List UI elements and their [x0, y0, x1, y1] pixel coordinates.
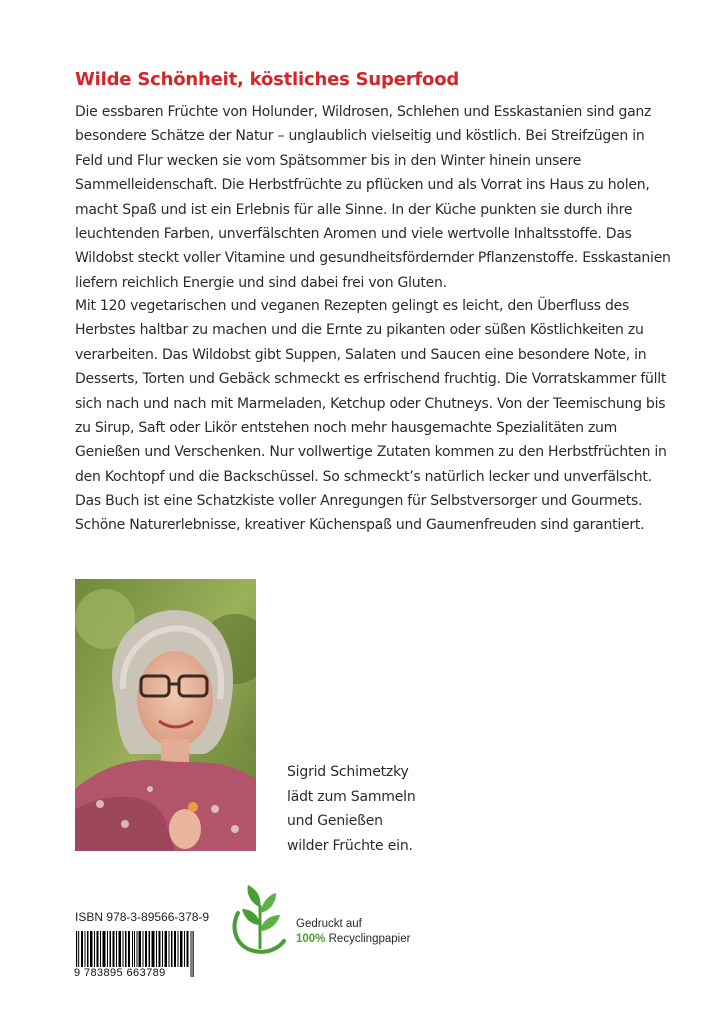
recycling-paper-label — [296, 917, 410, 947]
eco-label-percent: 100% — [296, 933, 326, 945]
eco-label-line1: Gedruckt auf — [296, 918, 362, 930]
author-caption-line: lädt zum Sammeln — [287, 788, 416, 805]
author-portrait-illustration — [75, 579, 256, 851]
author-caption-line: und Genießen — [287, 813, 383, 830]
author-caption-line: Sigrid Schimetzky — [287, 764, 409, 780]
author-caption — [287, 760, 416, 858]
author-photo — [75, 579, 256, 851]
author-caption-line: wilder Früchte ein. — [287, 837, 413, 854]
eco-label-rest: Recyclingpapier — [325, 933, 411, 945]
description-paragraph-3: Das Buch ist eine Schatzkiste voller Anregungen für Selbstversorger und Gourmets. Schöne Naturerlebnisse, kreativer Küchenspaß und Gaumenfreuden sind garantiert. — [75, 493, 645, 534]
barcode-digits: 9 783895 663789 — [74, 967, 166, 979]
page-title: Wilde Schönheit, köstliches Superfood — [75, 69, 460, 90]
description-paragraph-2: Mit 120 vegetarischen und veganen Rezepten gelingt es leicht, den Überfluss des Herbstes haltbar zu machen und die Ernte zu pikanten oder süßen Köstlichkeiten zu verarbeiten. Das Wildobst gibt Suppen, Salaten und Saucen eine besondere Note, in Desserts, Torten und Gebäck schmeckt es erfrischend fruchtig. Die Vorratskammer füllt sich nach und nach mit Marmeladen, Ketchup oder Chutneys. Von der Teemischung bis zu Sirup, Saft oder Likör entstehen noch mehr hausgemachte Spezialitäten zum Genießen und Verschenken. Nur vollwertige Zutaten kommen zu den Herbstfrüchten in den Kochtopf und die Backschüssel. So schmeckt’s natürlich lecker und unverfälscht. — [75, 298, 667, 485]
eco-label-line2 — [296, 932, 410, 947]
description-paragraph-1: Die essbaren Früchte von Holunder, Wildrosen, Schlehen und Esskastanien sind ganz besondere Schätze der Natur – unglaublich vielseitig und köstlich. Bei Streifzügen in Feld und Flur wecken sie vom Spätsommer bis in den Winter hinein unsere Sammelleidenschaft. Die Herbstfrüchte zu pflücken und als Vorrat ins Haus zu holen, macht Spaß und ist ein Erlebnis für alle Sinne. In der Küche punkten sie durch ihre leuchtenden Farben, unverfälschten Aromen und viele wertvolle Inhaltsstoffe. Das Wildobst steckt voller Vitamine und gesundheitsfördernder Pflanzenstoffe. Esskastanien liefern reichlich Energie und sind dabei frei von Gluten. — [75, 104, 671, 291]
recycling-leaf-icon — [226, 883, 292, 955]
isbn-number: ISBN 978-3-89566-378-9 — [75, 910, 210, 924]
